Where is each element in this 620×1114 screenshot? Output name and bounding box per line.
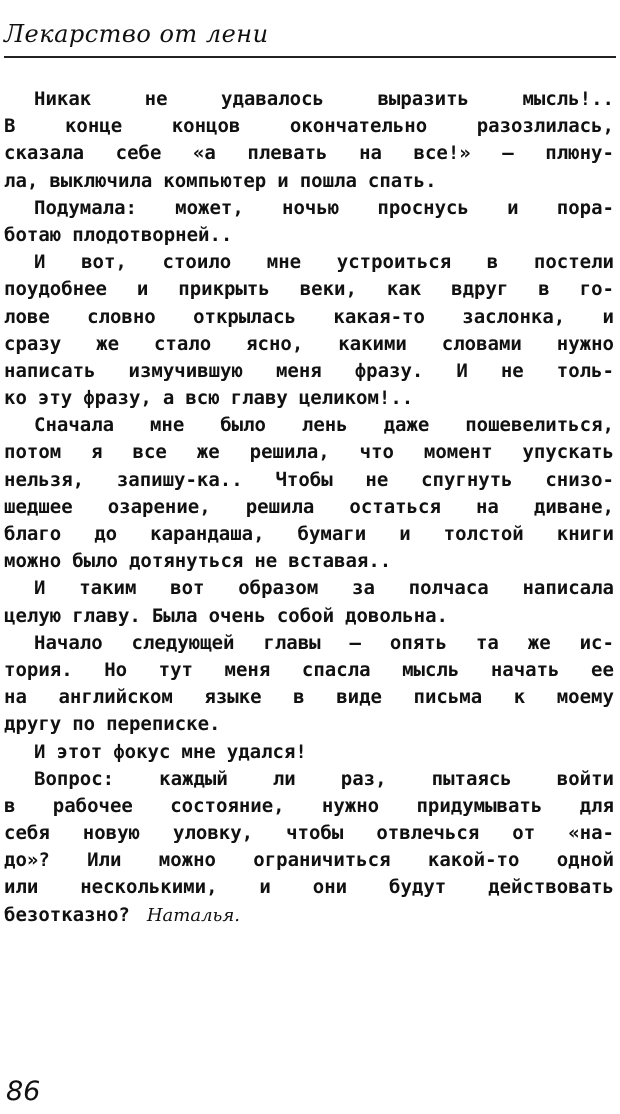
word: ботаю	[4, 223, 62, 246]
word: главу.	[72, 604, 141, 627]
text-line	[4, 847, 614, 874]
word: целую	[4, 604, 62, 627]
word: конце	[64, 115, 123, 138]
word: я	[91, 441, 103, 464]
word: ясно,	[246, 332, 304, 355]
text-line	[4, 168, 614, 195]
word: очень	[208, 604, 266, 627]
word: сразу	[4, 332, 62, 355]
word: от	[512, 822, 536, 845]
word: лень	[301, 414, 348, 437]
word: переписке.	[106, 713, 221, 736]
word: каждый	[159, 767, 228, 790]
page-number: 86	[6, 1076, 41, 1107]
word: мысль!..	[522, 88, 614, 110]
word: на	[359, 142, 382, 165]
word: другу	[4, 713, 62, 736]
word: книги	[556, 523, 614, 545]
word: снизо-	[545, 468, 614, 491]
word: момент	[423, 441, 493, 464]
word: какая-то	[333, 305, 425, 328]
word: по	[72, 713, 96, 736]
word: же	[96, 332, 120, 355]
text-line	[4, 739, 614, 766]
word: мне	[149, 414, 185, 437]
word: шедшее	[4, 495, 73, 518]
word: спасла	[301, 658, 371, 681]
word: мысль	[402, 658, 460, 681]
word: Но	[104, 658, 128, 681]
word: решила	[245, 495, 315, 518]
word: мне	[266, 251, 302, 274]
word: выразить	[377, 88, 469, 110]
word: себя	[4, 822, 50, 845]
word: «а	[192, 142, 216, 165]
text-line	[4, 276, 614, 303]
word: нужно	[321, 794, 380, 817]
word: измучившую	[128, 359, 243, 382]
text-line	[4, 630, 614, 657]
header-divider	[4, 56, 616, 58]
word: не	[500, 359, 524, 382]
word: английском	[58, 686, 173, 709]
word: и	[602, 305, 614, 328]
word: плодотворней..	[72, 223, 233, 246]
word: языке	[204, 686, 262, 709]
word: раз,	[340, 767, 387, 790]
word: письма	[413, 686, 483, 709]
word: тут	[158, 658, 193, 681]
word: можно	[4, 550, 62, 573]
word: войти	[556, 767, 614, 790]
word: прикрыть	[178, 278, 270, 301]
word: Чтобы	[275, 468, 333, 491]
word: И	[34, 577, 46, 600]
word: какой-то	[427, 849, 520, 872]
text-line	[4, 793, 614, 820]
text-line	[4, 902, 614, 929]
word: пошла	[299, 169, 357, 192]
word: меня	[224, 658, 271, 681]
word: ла,	[4, 169, 39, 192]
word: словами	[441, 332, 522, 355]
word: толь-	[556, 359, 614, 382]
word: окончательно	[289, 115, 428, 138]
word: Вопрос:	[34, 767, 115, 790]
word: карандаша,	[150, 523, 265, 545]
text-line	[4, 331, 614, 358]
text-line	[4, 711, 614, 738]
text-line	[4, 684, 614, 711]
word: придумывать	[416, 794, 543, 817]
word: И	[34, 251, 46, 274]
word: эту	[37, 387, 73, 410]
word: упускать	[522, 441, 614, 464]
word: поудобнее	[4, 278, 107, 301]
word: состояние,	[170, 794, 285, 817]
word: до	[94, 523, 118, 545]
word: решила,	[249, 441, 330, 464]
word: этот	[56, 740, 103, 763]
word: в	[486, 251, 499, 274]
word: какими	[338, 332, 407, 355]
word: для	[579, 794, 614, 817]
word: сказала	[4, 142, 85, 165]
word: в	[4, 794, 16, 817]
word: Сначала	[34, 414, 115, 437]
text-line	[4, 657, 614, 684]
text-line	[4, 249, 614, 276]
text-line	[4, 86, 614, 113]
word: новую	[82, 822, 140, 845]
word: начать	[490, 658, 560, 681]
text-line	[4, 304, 614, 331]
word: и	[277, 169, 289, 192]
word: –	[349, 631, 361, 654]
text-line	[4, 820, 614, 847]
text-line	[4, 548, 614, 575]
word: стало	[153, 332, 212, 355]
word: ко	[4, 387, 27, 410]
text-line	[4, 385, 614, 412]
word: –	[502, 142, 514, 165]
word: даже	[383, 414, 430, 437]
word: целиком!..	[298, 387, 414, 410]
word: благо	[4, 523, 62, 545]
word: главу	[230, 387, 288, 410]
word: И	[34, 740, 46, 763]
word: стоило	[162, 251, 232, 274]
word: диване,	[533, 495, 614, 518]
word: в	[293, 686, 305, 709]
word: ис-	[579, 631, 614, 654]
word: не	[365, 468, 389, 491]
word: спугнуть	[421, 468, 513, 491]
word: всю	[185, 387, 220, 410]
word: а	[162, 387, 175, 410]
word: и	[136, 278, 149, 301]
word: образом	[238, 577, 319, 600]
chapter-title: Лекарство от лени	[4, 20, 269, 48]
word: «на-	[568, 822, 614, 845]
word: как	[386, 278, 422, 301]
word: И	[456, 359, 468, 382]
word: ее	[591, 658, 614, 681]
text-line	[4, 140, 614, 167]
word: к	[513, 686, 526, 709]
word: та	[475, 631, 499, 654]
word: действовать	[488, 876, 614, 899]
word: таким	[79, 577, 137, 600]
word: проснусь	[377, 196, 469, 219]
word: что	[359, 441, 394, 464]
word: моему	[556, 686, 614, 709]
word: за	[352, 577, 375, 600]
word: будут	[389, 876, 447, 899]
word: спать.	[367, 169, 437, 192]
word: меня	[275, 359, 322, 382]
word: вставая..	[288, 550, 392, 573]
word: Подумала:	[34, 196, 137, 219]
word: было	[72, 550, 118, 573]
word: вот	[170, 577, 205, 600]
text-line	[4, 494, 614, 521]
word: веки,	[299, 278, 357, 301]
word: собой	[276, 604, 335, 627]
word: удавалось	[221, 88, 324, 110]
word: концов	[171, 115, 241, 138]
text-line	[4, 439, 614, 466]
text-line	[4, 222, 614, 249]
body-text	[4, 86, 614, 929]
word: разозлилась,	[476, 115, 614, 138]
word: Была	[151, 604, 198, 627]
text-line	[4, 603, 614, 630]
word: тория.	[4, 658, 73, 681]
author-signature: Наталья.	[146, 904, 240, 926]
word: полчаса	[408, 577, 489, 600]
word: виде	[336, 686, 382, 709]
word: го-	[579, 278, 614, 301]
text-line	[4, 874, 614, 901]
word: они	[312, 876, 348, 899]
word: в	[538, 278, 550, 301]
word: следующей	[131, 631, 235, 654]
word: пытаясь	[431, 767, 512, 790]
word: одной	[556, 849, 614, 872]
word: фразу,	[83, 387, 152, 410]
word: вот,	[81, 251, 127, 274]
word: Начало	[34, 631, 103, 654]
text-line	[4, 113, 614, 140]
word: несколькими,	[80, 876, 218, 899]
word: рабочее	[52, 794, 133, 817]
word: устроиться	[336, 251, 452, 274]
word: компьютер	[163, 169, 267, 192]
word: пора-	[556, 196, 614, 219]
word: запишу-ка..	[116, 468, 243, 491]
word: было	[220, 414, 266, 437]
word: ли	[272, 767, 296, 790]
word: главы	[263, 631, 321, 654]
word: может,	[175, 196, 244, 219]
word: плевать	[247, 142, 328, 165]
text-line	[4, 521, 614, 548]
word: озарение,	[107, 495, 211, 518]
word: нельзя,	[4, 468, 85, 491]
word: можно	[158, 849, 216, 872]
word: же	[196, 441, 220, 464]
word: потом	[4, 441, 62, 464]
word: опять	[389, 631, 448, 654]
word: фразу.	[354, 359, 424, 382]
word: вдруг	[451, 278, 509, 301]
word: лове	[4, 305, 50, 328]
text-line	[4, 467, 614, 494]
word: бумаги	[297, 523, 367, 545]
word: безотказно?	[4, 903, 130, 926]
word: уловку,	[173, 822, 254, 845]
word: Никак	[34, 88, 92, 110]
word: нужно	[556, 332, 614, 355]
word: ночью	[282, 196, 340, 219]
word: Или	[87, 849, 122, 872]
word: открылась	[193, 305, 297, 328]
word: словно	[87, 305, 156, 328]
word: до»?	[4, 849, 50, 872]
word: дотянуться	[128, 550, 244, 573]
word: или	[4, 876, 39, 899]
word: ограничиться	[253, 849, 391, 872]
word: остаться	[349, 495, 441, 518]
text-line	[4, 412, 614, 439]
word: удался!	[226, 740, 307, 763]
word: все!»	[413, 142, 471, 165]
text-line	[4, 358, 614, 385]
word: на	[475, 495, 499, 518]
text-line	[4, 766, 614, 793]
word: все	[132, 441, 167, 464]
word: на	[4, 686, 27, 709]
word: не	[144, 88, 168, 110]
text-line	[4, 195, 614, 222]
word: и	[507, 196, 519, 219]
word: и	[399, 523, 411, 545]
word: мне	[181, 740, 216, 763]
word: толстой	[443, 523, 524, 545]
word: В	[4, 115, 16, 138]
word: не	[254, 550, 278, 573]
word: чтобы	[286, 822, 344, 845]
word: фокус	[113, 740, 171, 763]
word: же	[527, 631, 551, 654]
word: постели	[533, 251, 614, 274]
word: пошевелиться,	[465, 414, 614, 437]
running-header	[4, 14, 616, 54]
word: и	[259, 876, 271, 899]
word: довольна.	[345, 604, 448, 627]
word: заслонка,	[462, 305, 566, 328]
word: отвлечься	[376, 822, 480, 845]
word: выключила	[49, 169, 153, 192]
text-line	[4, 575, 614, 602]
word: написать	[4, 359, 96, 382]
word: написала	[522, 577, 614, 600]
word: себе	[115, 142, 162, 165]
word: плюну-	[545, 142, 614, 165]
